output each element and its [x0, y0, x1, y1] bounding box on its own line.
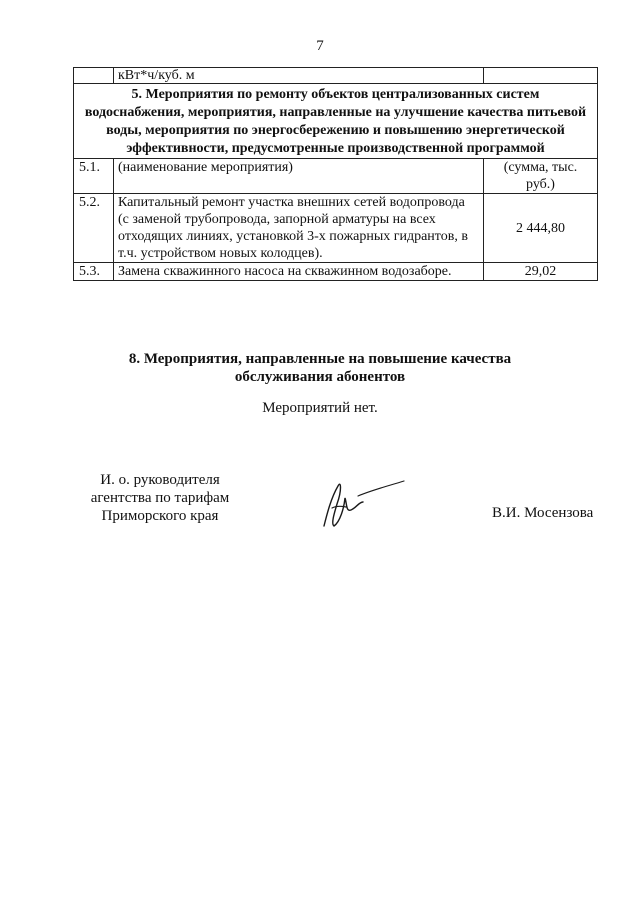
- row-name: (наименование мероприятия): [114, 159, 484, 194]
- signer-title-line2: агентства по тарифам: [90, 490, 230, 506]
- section-5-title: 5. Мероприятия по ремонту объектов централизованных систем водоснабжения, мероприятия, направленные на улучшение качества питьевой воды, мероприятия по энергосбережению и повышению энергетической эффективности, предусмотренные производственной программой: [74, 84, 598, 159]
- row-amount: (сумма, тыс. руб.): [484, 159, 598, 194]
- row-number: 5.2.: [74, 194, 114, 263]
- signer-title: [70, 471, 250, 525]
- signer-title-line1: И. о. руководителя: [100, 472, 220, 488]
- section-8-title: [0, 350, 640, 386]
- units-cell-num: [74, 68, 114, 84]
- row-detail: (с заменой трубопровода, запорной арматуры на всех отходящих линиях, установкой 3-х пожарных гидрантов, в т.ч. устройством новых колодцев).: [118, 212, 468, 261]
- signer-title-line3: Приморского края: [101, 508, 219, 524]
- row-number: 5.3.: [74, 263, 114, 281]
- section-8-text: Мероприятий нет.: [262, 400, 378, 416]
- page-number: 7: [316, 38, 324, 54]
- table-row-units: [74, 68, 598, 84]
- row-amount: 2 444,80: [484, 194, 598, 263]
- signer-name: В.И. Мосензова: [492, 505, 594, 521]
- section-8-title-line2: обслуживания абонентов: [234, 369, 406, 385]
- measures-table: [73, 67, 598, 281]
- table-row-header: [74, 159, 598, 194]
- section-8-title-line1: 8. Мероприятия, направленные на повышение качества: [128, 351, 512, 367]
- units-cell: кВт*ч/куб. м: [114, 68, 484, 84]
- row-name: Замена скважинного насоса на скважинном водозаборе.: [114, 263, 484, 281]
- table-row-section: [74, 84, 598, 159]
- table-row: [74, 194, 598, 263]
- row-amount: 29,02: [484, 263, 598, 281]
- row-number: 5.1.: [74, 159, 114, 194]
- row-name: Капитальный ремонт участка внешних сетей водопровода: [118, 195, 465, 210]
- row-name-cell: [114, 194, 484, 263]
- table-row: [74, 263, 598, 281]
- handwritten-signature: [318, 478, 408, 532]
- units-cell-value: [484, 68, 598, 84]
